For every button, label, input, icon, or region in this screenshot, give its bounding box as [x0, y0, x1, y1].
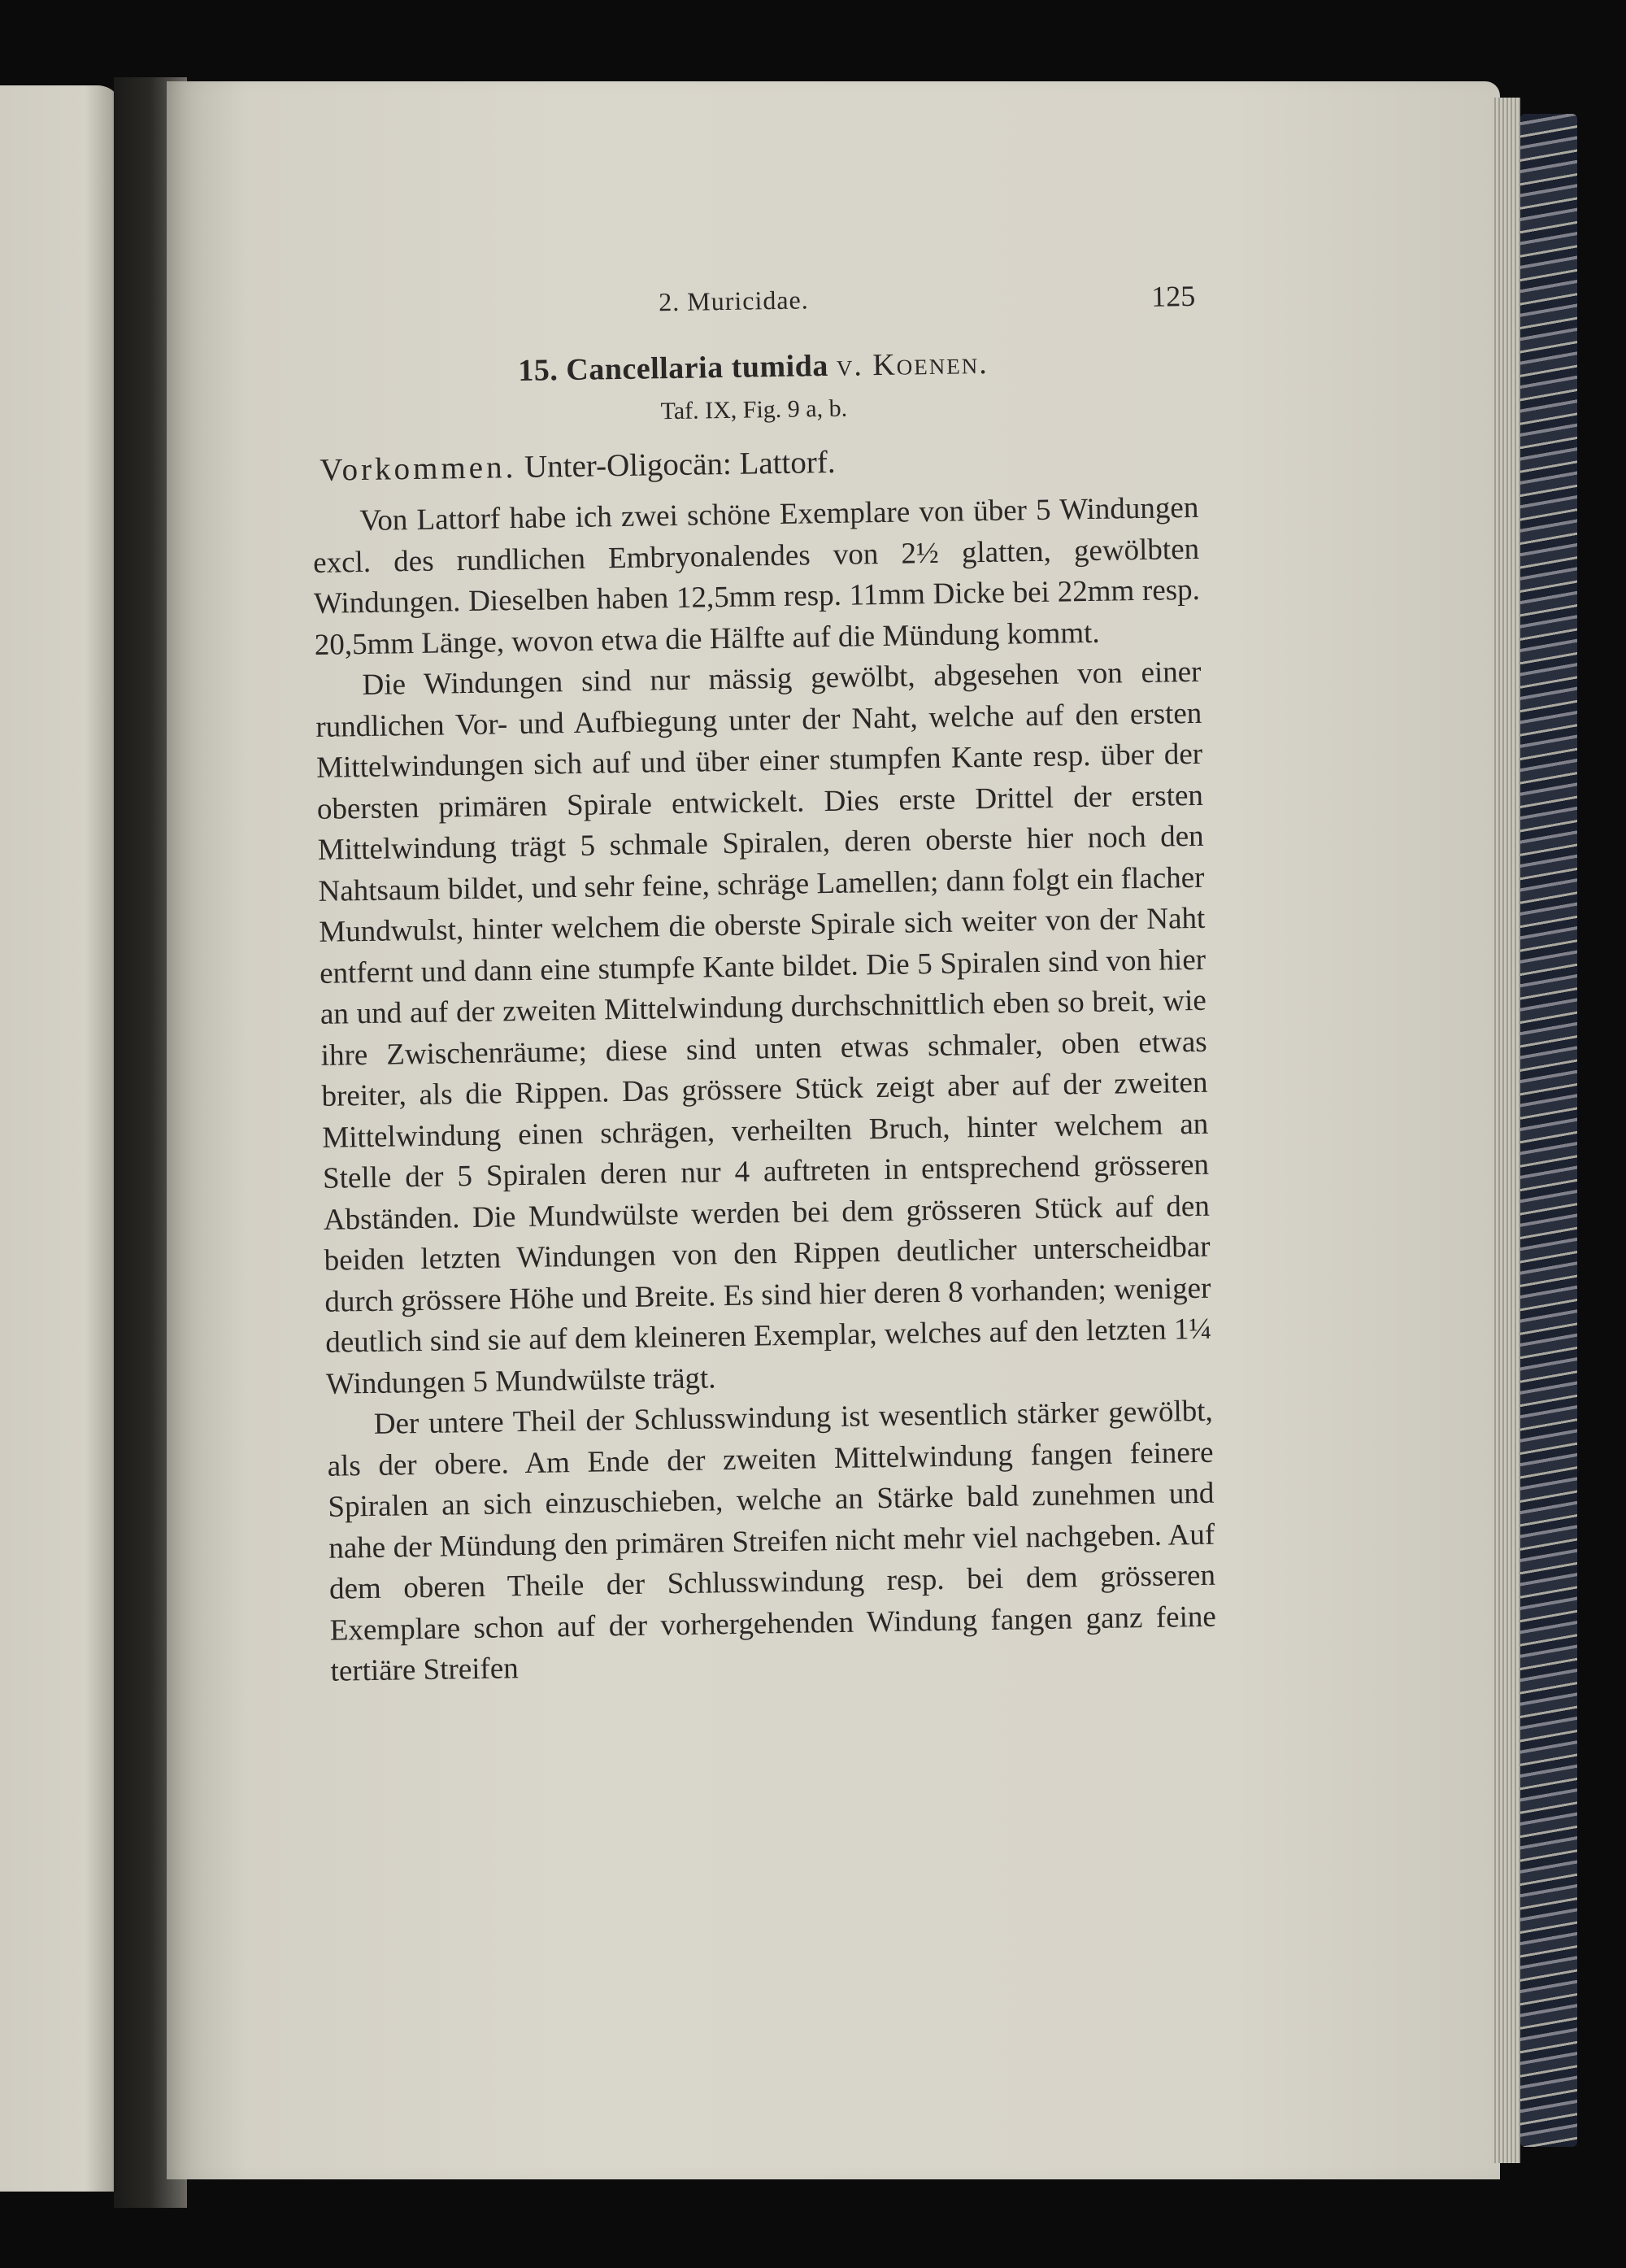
species-name: 15. Cancellaria tumida	[518, 348, 829, 388]
occurrence-value: Unter-Oligocän: Lattorf.	[524, 444, 836, 485]
paragraph-body-whorl: Der untere Theil der Schlusswindung ist wesentlich stärker gewölbt, als der obere. Am Ende der zweiten Mittelwindung fangen feinere Spiralen an sich einzuschieben, welche an Stärke bald zunehmen und nahe der Mündung den primären Streifen nicht mehr viel nachgeben. Auf dem oberen Theile der Schlusswindung resp. bei dem grösseren Exemplare schon auf der vorhergehenden Windung fangen ganz feine tertiäre Streifen	[327, 1394, 1217, 1688]
marbled-cover-edge	[1520, 114, 1577, 2147]
page-number: 125	[1150, 279, 1196, 313]
page-stack-edges	[1492, 98, 1520, 2163]
left-page-edge	[0, 85, 122, 2192]
section-title: 2. Muricidae.	[658, 285, 809, 317]
plate-reference: Taf. IX, Fig. 9 a, b.	[660, 394, 848, 425]
species-author: v. Koenen.	[836, 346, 989, 383]
occurrence-line	[311, 438, 1198, 489]
species-heading	[310, 342, 1197, 392]
page-text-block	[309, 279, 1220, 1878]
paragraph-dimensions: Von Lattorf habe ich zwei schöne Exemplare von über 5 Windungen excl. des rundlichen Embryonalendes von 2½ glatten, gewölbten Windungen. Dieselben haben 12,5mm resp. 11mm Dicke bei 22mm resp. 20,5mm Länge, wovon etwa die Hälfte auf die Mündung kommt.	[312, 490, 1201, 662]
occurrence-label: Vorkommen.	[320, 450, 517, 488]
paragraph-whorls: Die Windungen sind nur mässig gewölbt, abgesehen von einer rundlichen Vor- und Aufbiegung unter der Naht, welche auf den ersten Mittelwindungen sich auf und über einer stumpfen Kante resp. über der obersten primären Spirale entwickelt. Dies erste Drittel der ersten Mittelwindung trägt 5 schmale Spiralen, deren oberste hier noch den Nahtsaum bildet, und sehr feine, schräge Lamellen; dann folgt ein flacher Mundwulst, hinter welchem die oberste Spirale sich weiter von der Naht entfernt und dann eine stumpfe Kante bildet. Die 5 Spiralen sind von hier an und auf der zweiten Mittelwindung durchschnittlich eben so breit, wie ihre Zwischenräume; diese sind unten etwas schmaler, oben etwas breiter, als die Rippen. Das grössere Stück zeigt aber auf der zweiten Mittelwindung einen schrägen, verheilten Bruch, hinter welchem an Stelle der 5 Spiralen deren nur 4 auftreten in entsprechend grösseren Abständen. Die Mundwülste werden bei dem grösseren Stück auf den beiden letzten Windungen von den Rippen deutlicher unterscheidbar durch grössere Höhe und Breite. Es sind hier deren 8 vorhanden; weniger deutlich sind sie auf dem kleineren Exemplar, welches auf den letzten 1¼ Windungen 5 Mundwülste trägt.	[315, 655, 1212, 1401]
